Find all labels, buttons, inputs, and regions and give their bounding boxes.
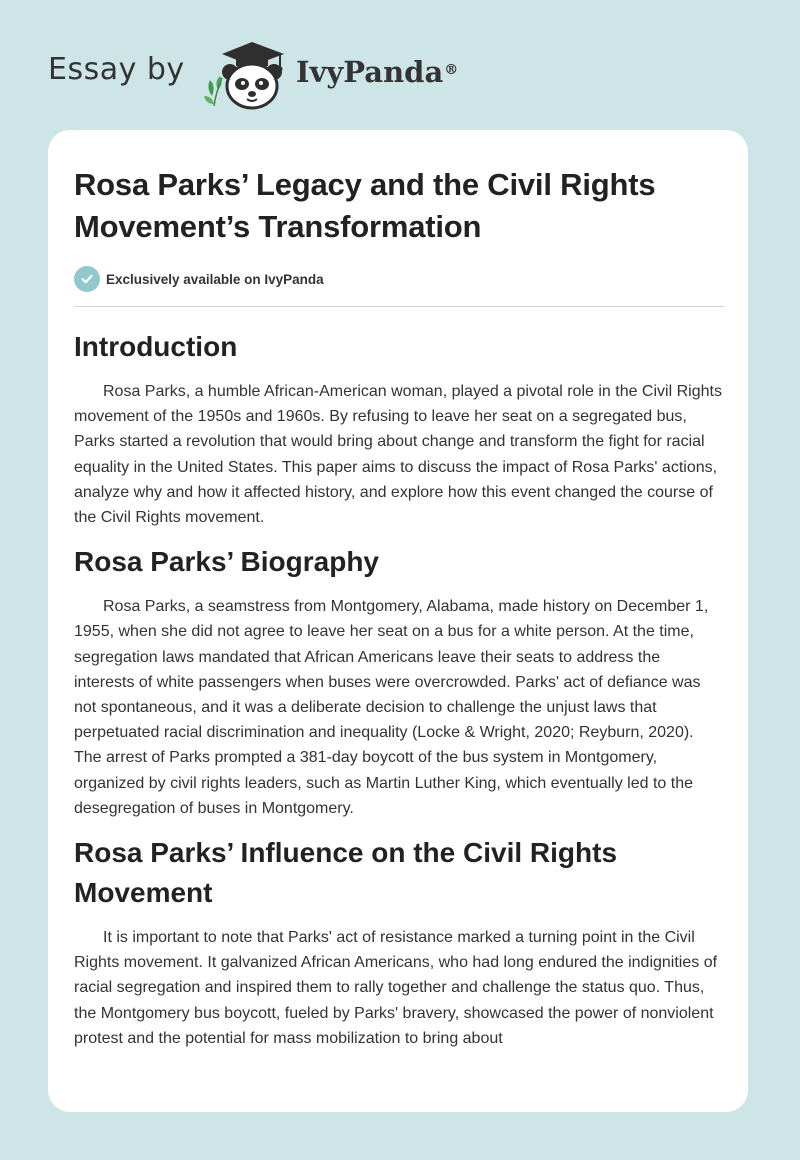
brand-name-text: IvyPanda [296, 55, 444, 89]
brand-prefix: Essay by [48, 52, 185, 87]
section-heading-biography: Rosa Parks’ Biography [74, 546, 380, 578]
check-icon [74, 266, 100, 292]
site-header [0, 0, 800, 130]
exclusive-badge [74, 264, 724, 294]
panda-logo-icon[interactable] [200, 34, 296, 112]
brand-name[interactable] [296, 52, 458, 92]
exclusive-label: Exclusively available on IvyPanda [106, 271, 324, 287]
section-heading-influence: Rosa Parks’ Influence on the Civil Rights Movement [74, 837, 618, 909]
paragraph-introduction: Rosa Parks, a humble African-American woman, played a pivotal role in the Civil Rights movement of the 1950s and 1960s. By refusing to leave her seat on a segregated bus, Parks started a revolution that would bring about change and transform the fight for racial equality in the United States. This paper aims to discuss the impact of Rosa Parks' actions, analyze why and how it affected history, and explore how this event changed the course of the Civil Rights movement. [74, 383, 722, 527]
essay-title: Rosa Parks’ Legacy and the Civil Rights Movement’s Transformation [74, 167, 656, 244]
divider [74, 306, 724, 307]
essay-content [74, 164, 724, 1051]
essay-card [48, 130, 748, 1112]
paragraph-influence: It is important to note that Parks' act of resistance marked a turning point in the Civil Rights movement. It galvanized African Americans, who had long endured the indignities of racial segregation and inspired them to rally together and challenge the status quo. Thus, the Montgomery bus boycott, fueled by Parks' bravery, showcased the power of nonviolent protest and the potential for mass mobilization to bring about [74, 929, 718, 1047]
section-heading-introduction: Introduction [74, 331, 238, 362]
paragraph-biography: Rosa Parks, a seamstress from Montgomery, Alabama, made history on December 1, 1955, when she did not agree to leave her seat on a bus for a white person. At the time, segregation laws mandated that African Americans leave their seats to address the interests of white passengers when buses were overcrowded. Parks' act of defiance was not spontaneous, and it was a deliberate decision to challenge the unjust laws that perpetuated racial discrimination and inequality (Locke & Wright, 2020; Reyburn, 2020). The arrest of Parks prompted a 381-day boycott of the bus system in Montgomery, organized by civil rights leaders, such as Martin Luther King, which eventually led to the desegregation of buses in Montgomery. [74, 598, 709, 817]
registered-mark: ® [444, 62, 459, 78]
